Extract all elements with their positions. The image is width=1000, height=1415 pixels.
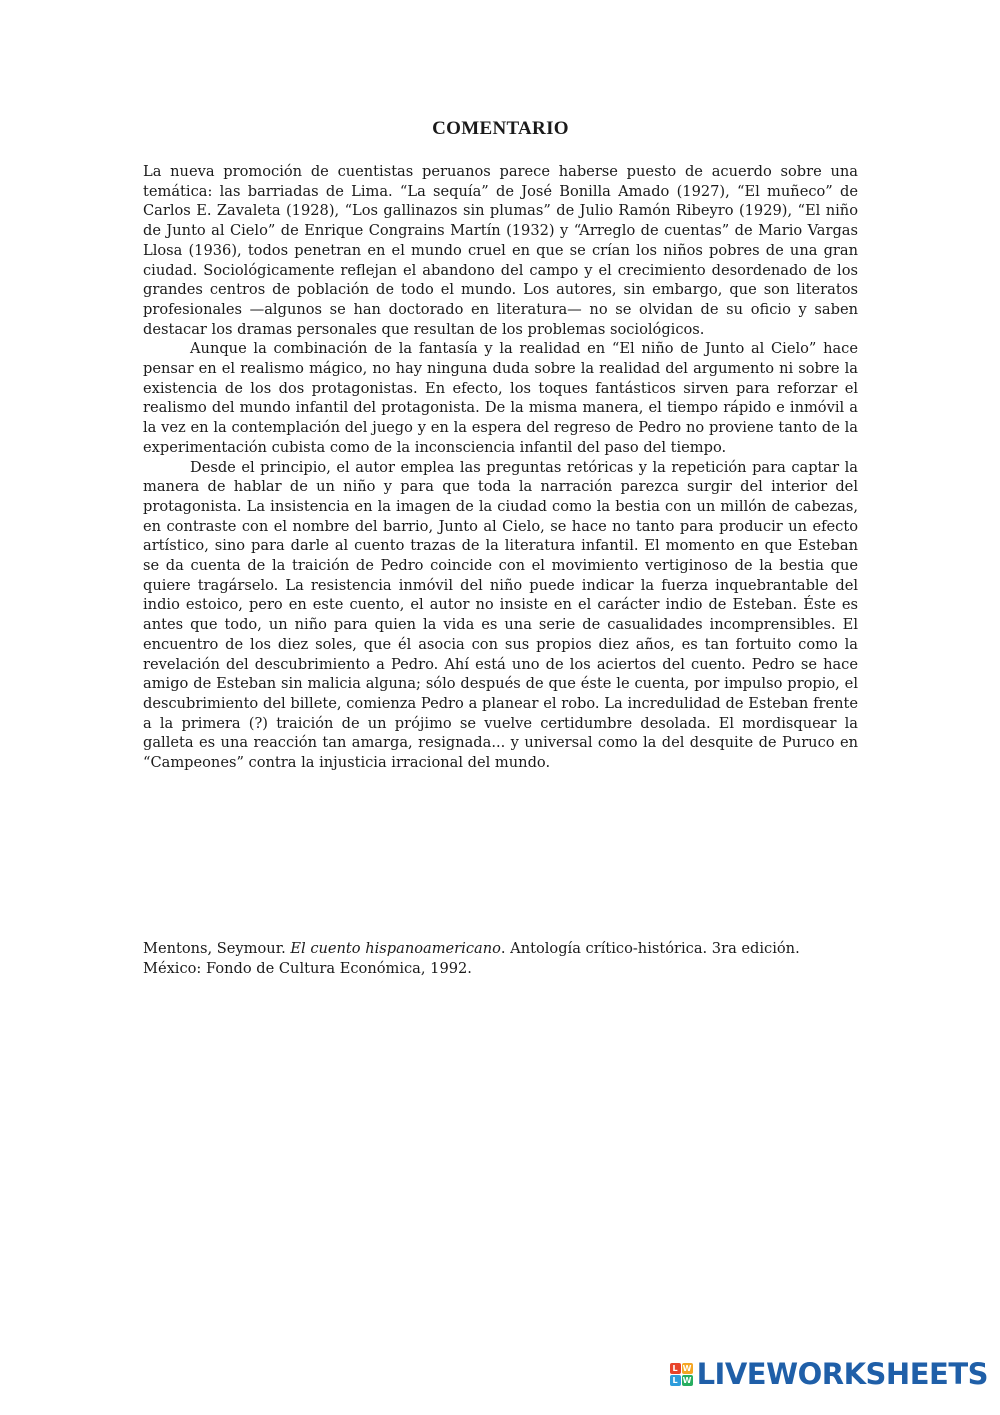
paragraph-2: Aunque la combinación de la fantasía y la realidad en “El niño de Junto al Cielo” hace pensar en el realismo mágico, no hay ninguna duda sobre la realidad del argumento ni sobre la existencia de los dos protagonistas. En efecto, los toques fantásticos sirven para reforzar el realismo del mundo infantil del protagonista. De la misma manera, el tiempo rápido e inmóvil a la vez en la contemplación del juego y en la espera del regreso de Pedro no proviene tanto de la experimentación cubista como de la inconsciencia infantil del paso del tiempo. [143,340,858,456]
liveworksheets-logo-icon [670,1363,693,1386]
document-page [143,118,858,773]
paragraph-3: Desde el principio, el autor emplea las preguntas retóricas y la repetición para captar la manera de hablar de un niño y para que toda la narración parezca surgir del interior del protagonista. La insistencia en la imagen de la ciudad como la bestia con un millón de cabezas, en contraste con el nombre del barrio, Junto al Cielo, se hace no tanto para producir un efecto artístico, sino para darle al cuento trazas de la literatura infantil. El momento en que Esteban se da cuenta de la traición de Pedro coincide con el movimiento vertiginoso de la bestia que quiere tragárselo. La resistencia inmóvil del niño puede indicar la fuerza inquebrantable del indio estoico, pero en este cuento, el autor no insiste en el carácter indio de Esteban. Éste es antes que todo, un niño para quien la vida es una serie de casualidades incomprensibles. El encuentro de los diez soles, que él asocia con sus propios diez años, es tan fortuito como la revelación del descubrimiento a Pedro. Ahí está uno de los aciertos del cuento. Pedro se hace amigo de Esteban sin malicia alguna; sólo después de que éste le cuenta, por impulso propio, el descubrimiento del billete, comienza Pedro a planear el robo. La incredulidad de Esteban frente a la primera (?) traición de un prójimo se vuelve certidumbre desolada. El mordisquear la galleta es una reacción tan amarga, resignada... y universal como la del desquite de Puruco en “Campeones” contra la injusticia irracional del mundo. [143,458,858,772]
brand-wordmark: LIVEWORKSHEETS [696,1357,988,1391]
logo-square-blue: L [670,1375,681,1386]
reference-author: Mentons, Seymour. [143,940,291,957]
logo-square-green: W [682,1375,692,1385]
logo-square-orange: W [682,1363,692,1373]
reference-details: . Antología crítico-histórica. 3ra edición. México: Fondo de Cultura Económica, 1992. [143,940,800,977]
bibliographic-reference [143,939,858,978]
page-title: COMENTARIO [432,118,569,139]
logo-square-red: L [670,1363,681,1374]
reference-book-title: El cuento hispanoamericano [290,940,501,957]
paragraph-1: La nueva promoción de cuentistas peruanos parece haberse puesto de acuerdo sobre una temática: las barriadas de Lima. “La sequía” de José Bonilla Amado (1927), “El muñeco” de Carlos E. Zavaleta (1928), “Los gallinazos sin plumas” de Julio Ramón Ribeyro (1929), “El niño de Junto al Cielo” de Enrique Congrains Martín (1932) y “Arreglo de cuentas” de Mario Vargas Llosa (1936), todos penetran en el mundo cruel en que se crían los niños pobres de una gran ciudad. Sociológicamente reflejan el abandono del campo y el crecimiento desordenado de los grandes centros de población de todo el mundo. Los autores, sin embargo, que son literatos profesionales —algunos se han doctorado en literatura— no se olvidan de su oficio y saben destacar los dramas personales que resultan de los problemas sociológicos. [143,163,858,338]
liveworksheets-brand [670,1357,988,1391]
